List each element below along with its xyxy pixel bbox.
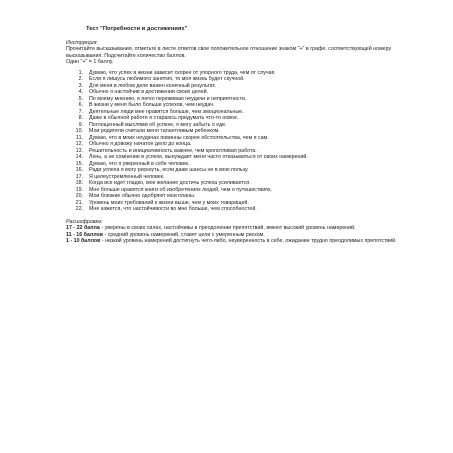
statement-number: 17. [75, 173, 83, 180]
statement-number: 16. [75, 167, 83, 173]
statement-number: 6. [78, 102, 83, 108]
statement-text: Обычно я довожу начатое дело до конца. [89, 141, 192, 147]
instructions-score: Один "+" = 1 баллу. [66, 59, 114, 65]
instructions-text: Прочитайте высказывания, отметьте в листе ответов свое положительное отношение знаком "+" в графе, соответствующей номеру высказывания. Подсчитайте количество баллов. [66, 46, 392, 59]
statement-number: 12. [75, 141, 83, 147]
statement-text: В жизни у меня было больше успехов, чем неудач. [89, 102, 215, 108]
statement-item [66, 206, 421, 213]
statement-text: Мне больше нравятся книги об изобретениях людей, чем о путешествиях. [89, 186, 273, 193]
key-range: 17 - 22 балла [66, 225, 100, 231]
document-page [66, 26, 421, 245]
statement-number: 7. [78, 108, 83, 115]
statement-number: 4. [78, 89, 83, 95]
statement-number: 14. [75, 154, 83, 160]
statement-text: Думаю, что я уверенный в себе человек. [89, 160, 190, 167]
key-description: - низкий уровень намерений достигнуть чего-либо, неуверенность в себе, ожидание трудно преодолимых препятствий. [100, 238, 397, 244]
statement-text: Я целеустремленный человек. [89, 173, 165, 180]
statement-number: 5. [78, 95, 83, 102]
statement-number: 22. [75, 206, 83, 212]
statement-number: 13. [75, 147, 83, 154]
statement-number: 20. [75, 193, 83, 199]
key-description: - уверены в своих силах, настойчивы в преодолении препятствий, имеют высокий уровень намерений. [99, 225, 356, 231]
statement-text: Мне кажется, что настойчивости во мне больше, чем способностей. [89, 206, 257, 212]
key-item [66, 238, 421, 245]
key-label: Расшифровка: [66, 218, 103, 225]
statement-text: Мои близкие обычно одобряют мои планы. [89, 193, 196, 199]
statement-number: 1. [78, 69, 83, 76]
instructions-label: Инструкция: [66, 39, 98, 46]
statement-text: Даже в обычной работе я стараюсь придумать что-то новое. [89, 115, 239, 121]
statement-text: Уровень моих требований к жизни выше, чем у моих товарищей. [89, 199, 249, 206]
statement-number: 2. [78, 76, 83, 82]
statement-number: 15. [75, 160, 83, 167]
statement-number: 21. [75, 199, 83, 206]
statement-text: Для меня в любом деле важен конечный результат. [89, 82, 216, 89]
key-block [66, 219, 421, 245]
statement-text: Обычно я настойчив в достижении своих целей. [89, 89, 208, 95]
statement-text: Когда все идет гладко, мое желание достичь успеха усиливается. [89, 180, 251, 186]
statement-text: Решительность и инициативность важнее, чем кропотливая работа. [89, 147, 257, 154]
statement-number: 9. [78, 121, 83, 128]
key-description: - средний уровень намерений, ставят цели с умеренным риском. [103, 231, 265, 238]
statement-text: Ради успеха я могу рискнуть, если даже шансы не в мою пользу. [89, 167, 249, 173]
statement-text: Деятельные люди мне нравятся больше, чем эмоциональные. [89, 108, 244, 115]
statement-number: 3. [78, 82, 83, 89]
document-title: Тест "Потребности в достижениях" [86, 26, 188, 32]
statement-text: По моему мнению, я легко переживаю неудачи и неприятности. [89, 95, 247, 102]
statement-text: Мои родители считали меня талантливым ребенком. [89, 128, 220, 134]
key-range: 11 - 16 баллов [66, 231, 104, 238]
statement-number: 8. [78, 115, 83, 121]
statement-number: 18. [75, 180, 83, 186]
statement-text: Лень, а не сомнение в успехе, вынуждает меня часто отказываться от своих намерений. [89, 154, 308, 160]
statement-text: Думаю, что успех в жизни зависит скорее от упорного труда, чем от случая. [89, 69, 276, 76]
statement-text: Поглощенный мыслями об успехе, я могу забыть о еде. [89, 121, 227, 128]
statement-number: 10. [75, 128, 83, 134]
statement-list [66, 70, 421, 213]
key-range: 1 - 10 баллов [66, 238, 101, 244]
statement-number: 19. [75, 186, 83, 193]
statement-text: Думаю, что в моих неудачах повинны скорее обстоятельства, чем я сам. [89, 134, 269, 141]
key-items [66, 225, 421, 245]
statement-text: Если я лишусь любимого занятия, то моя жизнь будет скучной. [89, 76, 245, 82]
statement-number: 11. [76, 134, 83, 141]
